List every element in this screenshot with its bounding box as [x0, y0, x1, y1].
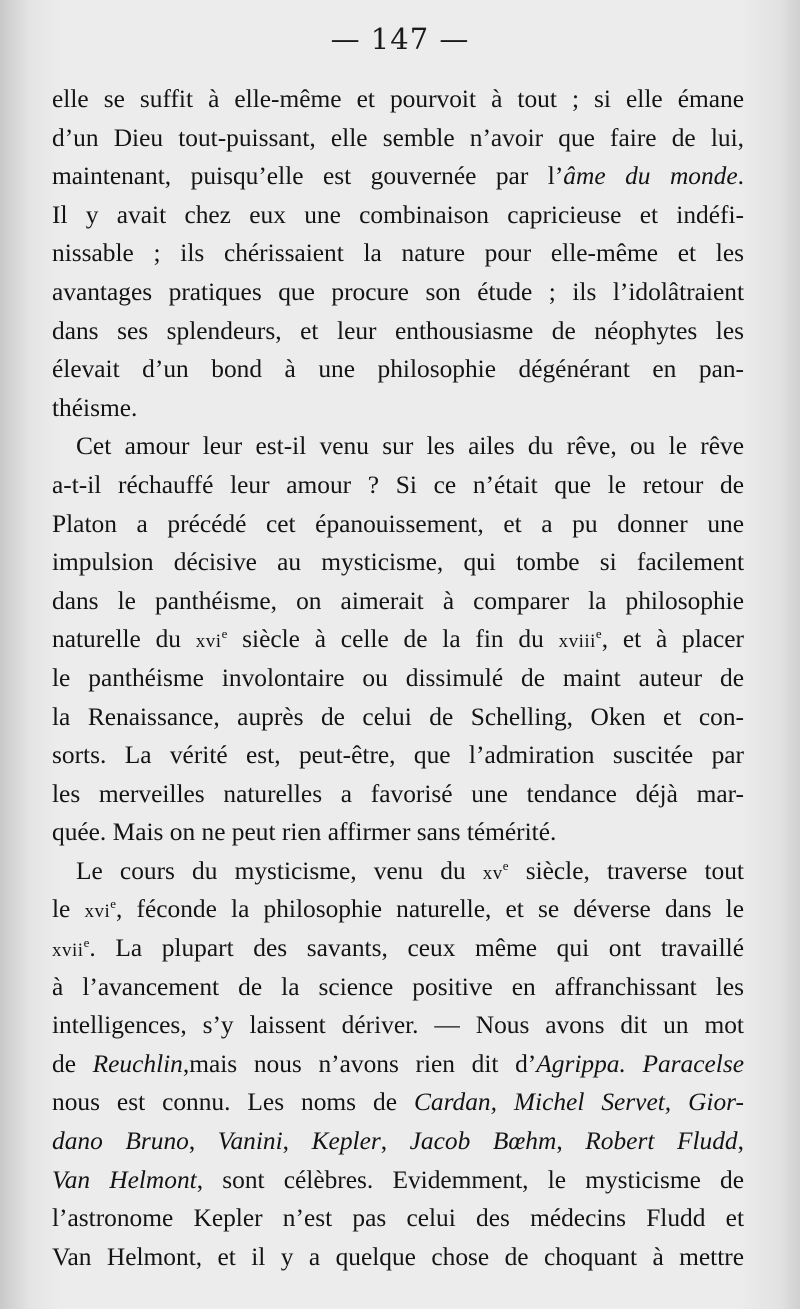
italic-name: Robert Fludd	[585, 1127, 738, 1156]
text-line: naturelle du xvi$^e$ siècle à celle de la fin du xviii$^e$, et à placer	[52, 625, 745, 654]
italic-name: Agrippa. Paracelse	[536, 1049, 744, 1078]
century-numeral: xvi	[195, 631, 222, 653]
text-line: Platon a précédé cet épanouissement, et a pu donner une	[52, 509, 744, 538]
text-line: l’astronome Kepler n’est pas celui des médecins Fludd et	[52, 1204, 744, 1233]
text-line: a-t-il réchauffé leur amour ? Si ce n’était que le retour de	[52, 470, 744, 499]
text-line: Van Helmont, sont célèbres. Evidemment, le mysticisme de	[52, 1165, 745, 1194]
text-line: nous est connu. Les noms de Cardan, Michel Servet, Gior-	[52, 1088, 744, 1117]
text-line: Le cours du mysticisme, venu du $xv^e$ siècle, traverse tout	[76, 856, 744, 885]
text-line: le xvi$^e$, féconde la philosophie naturelle, et se déverse dans le	[52, 895, 744, 924]
italic-name: Vanini	[217, 1127, 283, 1156]
text-line: intelligences, s’y laissent dériver. — Nous avons dit un mot	[52, 1011, 744, 1040]
text-line: de Reuchlin,mais nous n’avons rien dit d’Agrippa. Paracelse	[52, 1049, 744, 1078]
body-text	[52, 80, 744, 1276]
century-numeral: xviii	[558, 631, 596, 653]
italic-phrase: âme du monde	[563, 162, 738, 191]
page-number: — 147 —	[330, 22, 470, 56]
century-numeral: xvii	[52, 940, 84, 962]
text-line: théisme.	[52, 393, 138, 422]
text-line: dans le panthéisme, on aimerait à comparer la philosophie	[52, 586, 744, 615]
text-line: les merveilles naturelles a favorisé une tendance déjà mar-	[52, 779, 744, 808]
italic-name: Van Helmont	[52, 1165, 197, 1194]
text-line: impulsion décisive au mysticisme, qui tombe si facilement	[52, 548, 744, 577]
italic-name: Jacob Bœhm	[409, 1127, 557, 1156]
text-line: le panthéisme involontaire ou dissimulé de maint auteur de	[52, 663, 744, 692]
text-line: Il y avait chez eux une combinaison capricieuse et indéfi-	[52, 200, 744, 229]
text-line: Cet amour leur est-il venu sur les ailes du rêve, ou le rêve	[76, 432, 744, 461]
century-numeral: xvi	[84, 901, 111, 923]
text-line: elle se suffit à elle-même et pourvoit à tout ; si elle émane	[52, 85, 744, 113]
text-line: dans ses splendeurs, et leur enthousiasme de néophytes les	[52, 316, 744, 345]
text-line: à l’avancement de la science positive en affranchissant les	[52, 972, 744, 1001]
text-line: nissable ; ils chérissaient la nature pour elle-même et les	[52, 239, 744, 268]
text-line: avantages pratiques que procure son étude ; ils l’idolâtraient	[52, 277, 744, 306]
text-line: élevait d’un bond à une philosophie dégénérant en pan-	[52, 355, 744, 384]
text-line: Van Helmont, et il y a quelque chose de choquant à mettre	[52, 1242, 744, 1271]
text-line: xvii$^e$. La plupart des savants, ceux même qui ont travaillé	[52, 934, 744, 963]
italic-name: Cardan, Michel Servet, Gior-	[413, 1088, 744, 1117]
century-numeral: xv	[482, 862, 503, 884]
text-line: sorts. La vérité est, peut-être, que l’admiration suscitée par	[52, 741, 744, 770]
text-line: d’un Dieu tout-puissant, elle semble n’avoir que faire de lui,	[52, 123, 744, 152]
italic-name: Kepler	[311, 1127, 381, 1156]
text-line: maintenant, puisqu’elle est gouvernée par l’âme du monde.	[52, 162, 744, 191]
italic-name: dano Bruno	[52, 1127, 189, 1156]
text-line: quée. Mais on ne peut rien affirmer sans témérité.	[52, 818, 557, 847]
text-line: dano Bruno, Vanini, Kepler, Jacob Bœhm, Robert Fludd,	[52, 1127, 744, 1156]
text-line: la Renaissance, auprès de celui de Schelling, Oken et con-	[52, 702, 744, 731]
italic-name: Reuchlin	[92, 1049, 183, 1078]
